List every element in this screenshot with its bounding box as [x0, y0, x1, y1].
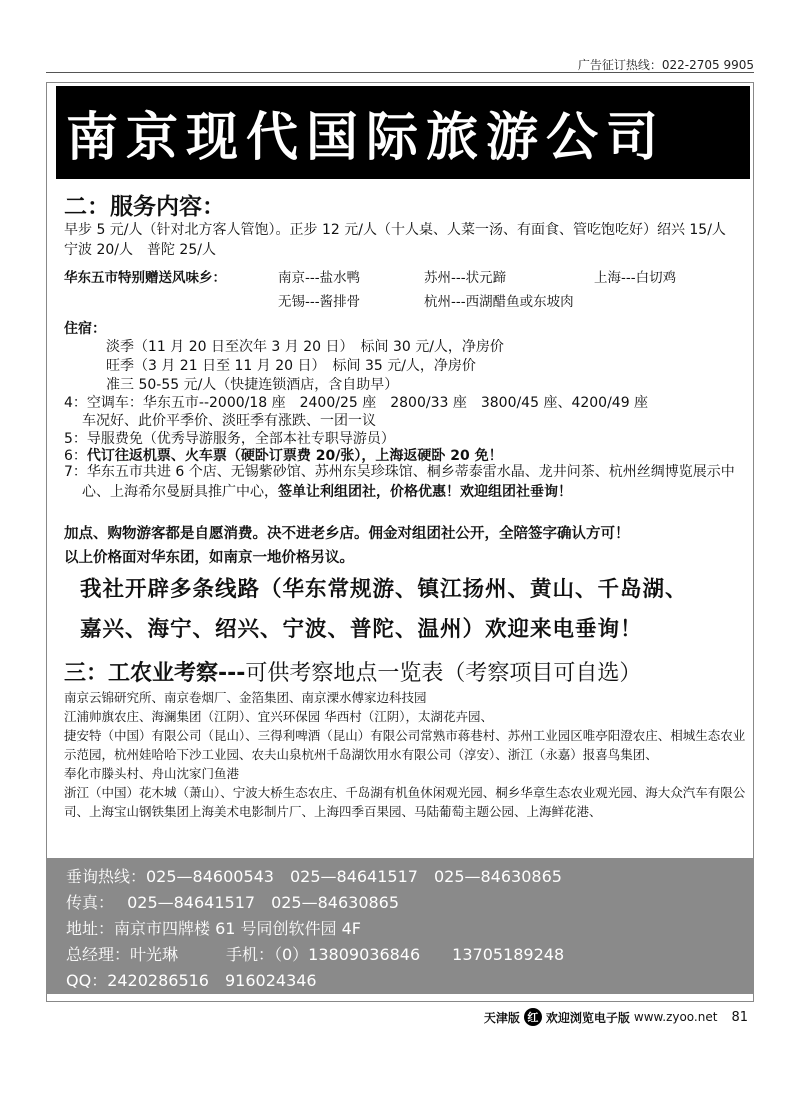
- routes-line-1: 我社开辟多条线路（华东常规游、镇江扬州、黄山、千岛湖、: [80, 577, 688, 602]
- item-7-text: 7：华东五市共进 6 个店、无锡紫砂馆、苏州东吴珍珠馆、桐乡蒂泰雷水晶、龙井问茶、杭州丝绸博览展示中心、上海希尔曼厨具推广中心，: [64, 464, 735, 500]
- section3-title: [64, 656, 641, 687]
- item-6-text: 代订往返机票、火车票（硬卧订票费 20/张），上海返硬卧 20 免！: [86, 448, 503, 464]
- section2-title: 二：服务内容：: [64, 194, 225, 220]
- item-7-highlight: 签单让利组团社，价格优惠！欢迎组团社垂询！: [278, 484, 572, 500]
- contact-box: [46, 858, 754, 994]
- item-4-cont: 车况好、此价平季价、淡旺季有涨跌、一团一议: [82, 413, 376, 429]
- routes-line-2: 嘉兴、海宁、绍兴、宁波、普陀、温州）欢迎来电垂询！: [80, 617, 643, 642]
- edition: 天津版: [483, 1010, 520, 1025]
- note-voluntary: 加点、购物游客都是自愿消费。决不进老乡店。佣金对组团社公开，全陪签字确认方可！: [64, 526, 630, 542]
- section3-title-bold: 三：工农业考察---: [64, 661, 246, 686]
- item-7: [64, 462, 748, 502]
- hotline: 垂询热线：025—84600543 025—84641517 025—84630865: [66, 867, 562, 886]
- fax: 传真： 025—84641517 025—84630865: [66, 893, 400, 912]
- site-link[interactable]: www.zyoo.net: [633, 1010, 718, 1024]
- page-number: 81: [731, 1009, 748, 1025]
- qq: QQ：2420286516 916024346: [66, 971, 317, 990]
- lodging-item: 准三 50-55 元/人（快捷连锁酒店，含自助早）: [106, 377, 399, 393]
- address: 地址：南京市四牌楼 61 号同创软件园 4F: [66, 919, 362, 938]
- gift-item: 上海---白切鸡: [594, 270, 677, 286]
- lodging-item: 旺季（3 月 21 日至 11 月 20 日） 标间 35 元/人，净房价: [106, 358, 476, 374]
- gift-item: 苏州---状元蹄: [424, 270, 507, 286]
- slogan: 欢迎浏览电子版: [545, 1010, 630, 1025]
- item-6-prefix: 6：: [64, 448, 87, 464]
- inspection-sites: 南京云锦研究所、南京卷烟厂、金箔集团、南京溧水傅家边科技园 江浦帅旗农庄、海澜集团（江阴）、宜兴环保园 华西村（江阴），太湖花卉园、 捷安特（中国）有限公司（昆山）、三得利啤酒（昆山）有限公司常熟市蒋巷村、苏州工业园区唯亭阳澄农庄、相城生态农业示范园，杭州娃哈哈下沙工业园、农夫山泉杭州千岛湖饮用水有限公司（淳安）、浙江（永嘉）报喜鸟集团、 奉化市滕头村、舟山沈家门鱼港 浙江（中国）花木城（萧山）、宁波大桥生态农庄、千岛湖有机鱼休闲观光园、桐乡华章生态农业观光园、海大众汽车有限公司、上海宝山钢铁集团上海美术电影制片厂、上海四季百果园、马陆葡萄主题公园、上海鲜花港、: [64, 690, 746, 819]
- top-divider: [46, 72, 754, 73]
- section3-title-rest: 可供考察地点一览表（考察项目可自选）: [245, 661, 642, 686]
- manager: 总经理：叶光琳 手机：（0）13809036846 13705189248: [66, 945, 565, 964]
- gift-item: 无锡---酱排骨: [278, 294, 361, 310]
- red-badge-icon: 红: [524, 1008, 542, 1026]
- item-4: 4：空调车：华东五市--2000/18 座 2400/25 座 2800/33 座 3800/45 座、4200/49 座: [64, 395, 649, 411]
- gift-item: 南京---盐水鸭: [278, 270, 361, 286]
- lodging-title: 住宿：: [64, 321, 106, 337]
- meals-text: 早步 5 元/人（针对北方客人管饱）。正步 12 元/人（十人桌、人菜一汤、有面食、管吃饱吃好）绍兴 15/人 宁波 20/人 普陀 25/人: [64, 222, 740, 258]
- ad-hotline: 广告征订热线：022-2705 9905: [577, 58, 754, 72]
- item-5: 5：导服费免（优秀导游服务，全部本社专职导游员）: [64, 431, 395, 447]
- company-title: 南京现代国际旅游公司: [66, 108, 667, 168]
- footer: [484, 1008, 748, 1026]
- note-pricing: 以上价格面对华东团，如南京一地价格另议。: [64, 550, 354, 566]
- lodging-item: 淡季（11 月 20 日至次年 3 月 20 日） 标间 30 元/人，净房价: [106, 339, 504, 355]
- title-banner: [56, 86, 750, 179]
- gift-label: 华东五市特别赠送风味乡：: [64, 270, 226, 286]
- gift-item: 杭州---西湖醋鱼或东坡肉: [424, 294, 574, 310]
